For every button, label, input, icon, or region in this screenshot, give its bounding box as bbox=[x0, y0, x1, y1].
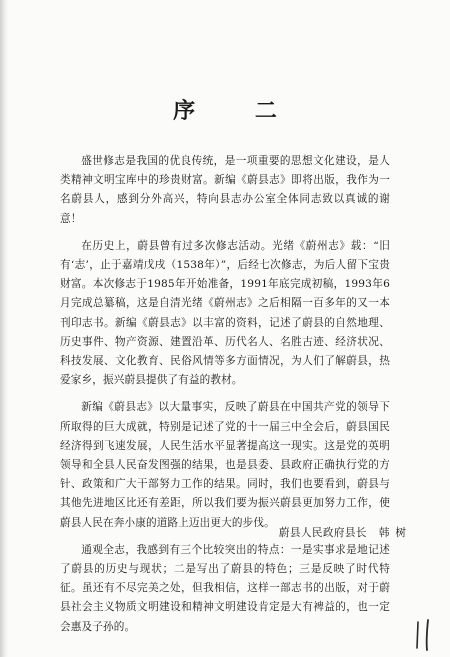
paragraph: 新编《蔚县志》以大量事实，反映了蔚县在中国共产党的领导下所取得的巨大成就，特别是记述了党的十一届三中全会后，蔚县国民经济得到飞速发展，人民生活水平显著提高这一现实。这是党的英明领导和全县人民奋发图强的结果，也是县委、县政府正确执行党的方针、政策和广大干部努力工作的结果。同时，我们也要看到，蔚县与其他先进地区比还有差距，所以我们要为振兴蔚县更加努力工作，使蔚县人民在奔小康的道路上迈出更大的步伐。 bbox=[60, 401, 390, 529]
paragraph: 盛世修志是我国的优良传统，是一项重要的思想文化建设，是人类精神文明宝库中的珍贵财富。新编《蔚县志》即将出版，我作为一名蔚县人，感到分外高兴，特向县志办公室全体同志致以真诚的谢意！ bbox=[60, 155, 390, 225]
paragraph: 通观全志，我感到有三个比较突出的特点：一是实事求是地记述了蔚县的历史与现状；二是写出了蔚县的特色；三是反映了时代特征。虽还有不尽完美之处，但我相信，这样一部志书的出版，对于蔚县社会主义物质文明建设和精神文明建设肯定是大有裨益的，也一定会惠及子孙的。 bbox=[60, 543, 390, 633]
signature-role: 蔚县人民政府县长 bbox=[278, 527, 367, 539]
signature-name: 韩树 bbox=[378, 527, 412, 539]
signature bbox=[0, 525, 412, 541]
page-title: 序 二 bbox=[173, 98, 303, 124]
paragraph: 在历史上，蔚县曾有过多次修志活动。光绪《蔚州志》载：“旧有‘志’，止于嘉靖戊戌（1538年）”，后经七次修志，为后人留下宝贵财富。本次修志于1985年开始准备，1991年底完成初稿，1993年6月完成总纂稿，这是自清光绪《蔚州志》之后相隔一百多年的又一本刊印志书。新编《蔚县志》以丰富的资料，记述了蔚县的自然地理、历史事件、物产资源、建置沿革、历代名人、名胜古迹、经济状况、科技发展、文化教育、民俗风情等多方面情况，为人们了解蔚县，热爱家乡，振兴蔚县提供了有益的教材。 bbox=[60, 239, 390, 387]
preface-body bbox=[60, 152, 390, 645]
page-edge-mark-icon bbox=[410, 618, 438, 652]
